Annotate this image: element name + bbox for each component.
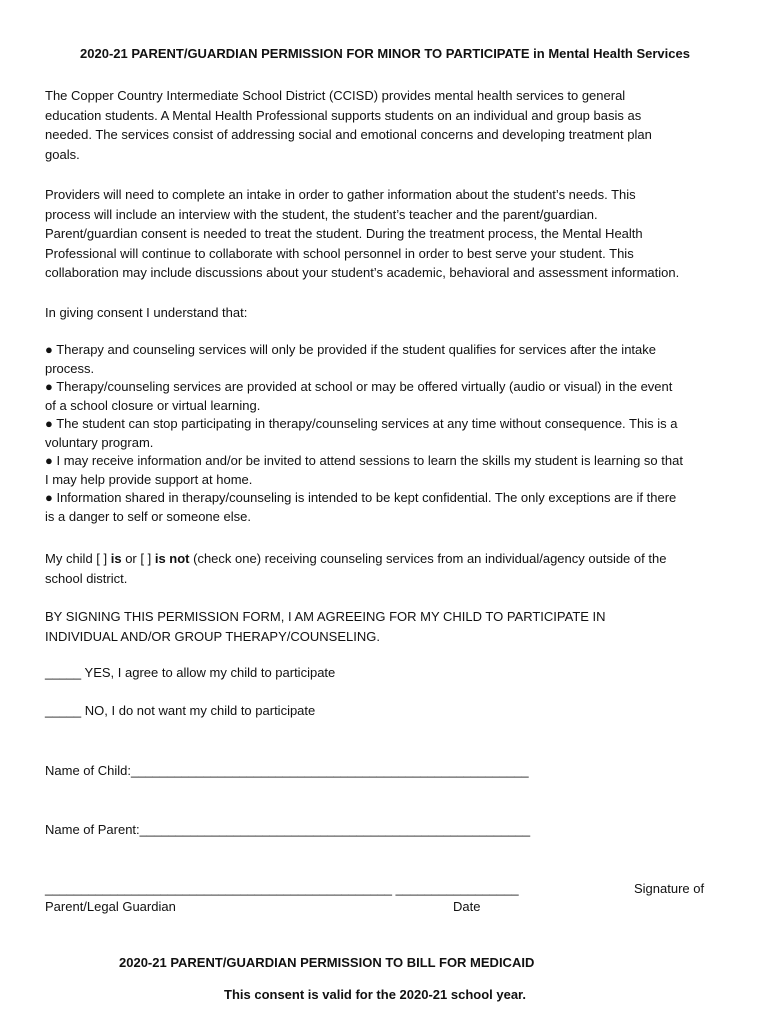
providers-paragraph [45,185,735,283]
counseling-check-statement [45,549,735,588]
signature-date-line[interactable]: ________________________________________________ _________________ [45,881,519,896]
list-item: is a danger to self or someone else. [45,508,251,524]
check-line-continued: school district. [45,570,128,586]
intro-line: needed. The services consist of addressing social and emotional concerns and developing treatment plan [45,127,652,142]
list-item: I may help provide support at home. [45,471,253,487]
list-item: of a school closure or virtual learning. [45,397,261,413]
consent-bullet-list [45,341,745,526]
agreement-line: BY SIGNING THIS PERMISSION FORM, I AM AGREEING FOR MY CHILD TO PARTICIPATE IN [45,609,606,624]
agreement-statement [45,607,735,646]
list-item: ● I may receive information and/or be invited to attend sessions to learn the skills my student is learning so that [45,453,683,468]
child-name-field[interactable]: Name of Child:_______________________________________________________ [45,763,529,778]
date-label: Date [453,899,481,914]
parent-name-field[interactable]: Name of Parent:______________________________________________________ [45,822,531,837]
check-text: My child [ ] [45,551,111,566]
list-item: ● Information shared in therapy/counseling is intended to be kept confidential. The only exceptions are if there [45,490,677,505]
medicaid-title: 2020-21 PARENT/GUARDIAN PERMISSION TO BILL FOR MEDICAID [119,955,535,970]
check-text: or [ ] [121,551,155,566]
consent-intro: In giving consent I understand that: [45,305,248,320]
list-item: ● Therapy and counseling services will only be provided if the student qualifies for services after the intake [45,342,656,357]
check-line [45,549,735,569]
agreement-line: INDIVIDUAL AND/OR GROUP THERAPY/COUNSELING. [45,628,380,644]
check-text: (check one) receiving counseling services from an individual/agency outside of the [189,551,667,566]
providers-line: Parent/guardian consent is needed to treat the student. During the treatment process, the Mental Health [45,226,643,241]
providers-line: process will include an interview with the student, the student’s teacher and the parent/guardian. [45,206,598,222]
providers-line: Providers will need to complete an intake in order to gather information about the student’s needs. This [45,187,636,202]
parent-guardian-label: Parent/Legal Guardian [45,899,176,914]
providers-line: collaboration may include discussions about your student’s academic, behavioral and assessment information. [45,265,680,280]
consent-validity-note: This consent is valid for the 2020-21 school year. [224,987,527,1002]
intro-paragraph [45,86,735,164]
yes-option[interactable]: _____ YES, I agree to allow my child to participate [45,665,336,680]
intro-line: The Copper Country Intermediate School District (CCISD) provides mental health services to general [45,88,626,103]
no-option[interactable]: _____ NO, I do not want my child to participate [45,703,316,718]
providers-line: Professional will continue to collaborate with school personnel in order to best serve your student. This [45,245,634,261]
list-item: ● Therapy/counseling services are provided at school or may be offered virtually (audio or visual) in the event [45,379,673,394]
check-is-not-option: is not [154,551,190,566]
list-item: ● The student can stop participating in therapy/counseling services at any time without consequence. This is a [45,416,678,431]
check-is-option: is [110,551,122,566]
list-item: voluntary program. [45,434,154,450]
intro-line: goals. [45,146,80,162]
signature-of-label: Signature of [634,881,705,896]
document-title: 2020-21 PARENT/GUARDIAN PERMISSION FOR MINOR TO PARTICIPATE in Mental Health Services [80,46,690,61]
list-item: process. [45,360,95,376]
intro-line: education students. A Mental Health Professional supports students on an individual and group basis as [45,107,642,123]
